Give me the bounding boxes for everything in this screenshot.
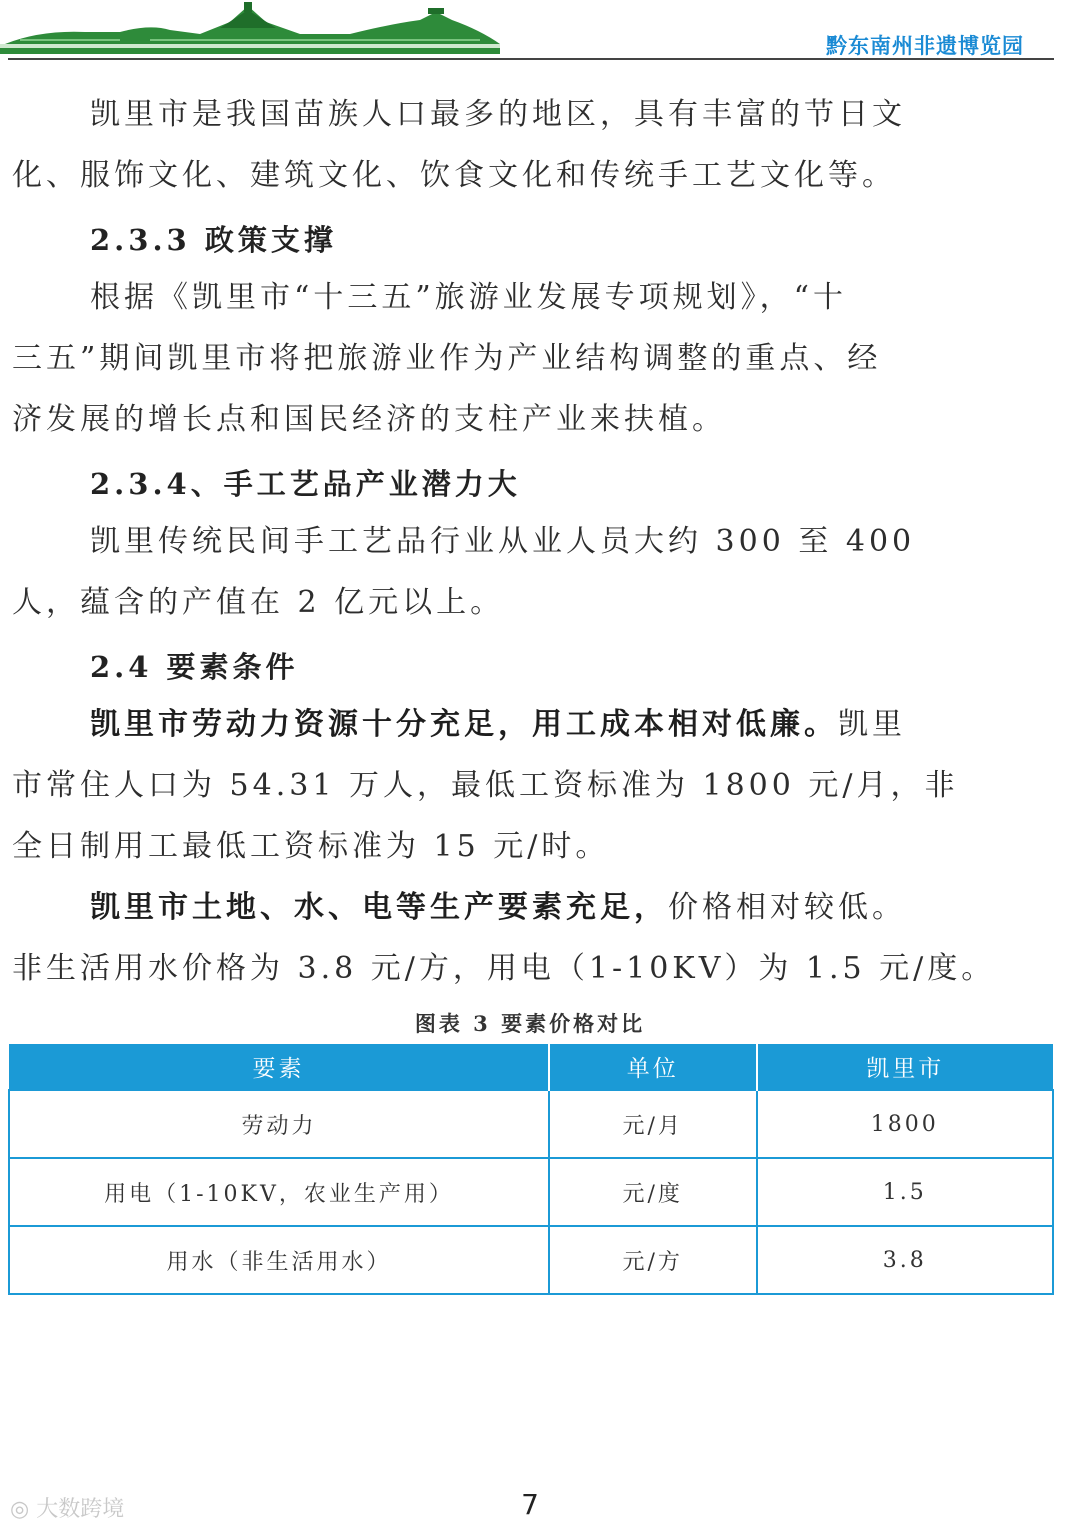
table-cell: 用水（非生活用水）: [9, 1226, 549, 1294]
paragraph-line: 凯里: [838, 707, 906, 742]
paragraph-line: 全日制用工最低工资标准为 15 元/时。: [12, 829, 610, 864]
pavilion-roof-illustration: [0, 0, 520, 60]
column-header: 要素: [9, 1044, 549, 1090]
paragraph-line: 凯里市是我国苗族人口最多的地区，具有丰富的节日文: [90, 97, 906, 132]
table-row: [9, 1158, 1053, 1226]
paragraph-line: 济发展的增长点和国民经济的支柱产业来扶植。: [12, 402, 726, 437]
table-row: [9, 1226, 1053, 1294]
paragraph-policy: [12, 267, 1057, 450]
table-header-row: [9, 1044, 1053, 1090]
paragraph-line: 人，蕴含的产值在 2 亿元以上。: [12, 585, 505, 620]
paragraph-line: 根据《凯里市“十三五”旅游业发展专项规划》，“十: [90, 280, 848, 315]
brand-title: 黔东南州非遗博览园: [826, 34, 1024, 58]
column-header: 单位: [549, 1044, 757, 1090]
table-cell: 用电（1-10KV，农业生产用）: [9, 1158, 549, 1226]
paragraph-line: 凯里传统民间手工艺品行业从业人员大约 300 至 400: [90, 524, 916, 559]
bold-lead-sentence: 凯里市土地、水、电等生产要素充足，: [90, 890, 668, 925]
table-cell: 劳动力: [9, 1090, 549, 1158]
section-heading-2-3-3: 2.3.3 政策支撑: [90, 223, 337, 257]
section-heading-2-3-4: 2.3.4、手工艺品产业潜力大: [90, 467, 521, 501]
table-cell: 3.8: [757, 1226, 1053, 1294]
table-row: [9, 1090, 1053, 1158]
paragraph-labor: [12, 694, 1057, 877]
watermark-text: 大数跨境: [36, 1497, 125, 1522]
table-cell: 1.5: [757, 1158, 1053, 1226]
factor-price-table: [8, 1044, 1054, 1295]
table-cell: 元/方: [549, 1226, 757, 1294]
table-cell: 元/月: [549, 1090, 757, 1158]
paragraph-line: 三五”期间凯里市将把旅游业作为产业结构调整的重点、经: [12, 341, 882, 376]
paragraph-handicraft: [12, 511, 1057, 633]
table-cell: 元/度: [549, 1158, 757, 1226]
table-cell: 1800: [757, 1090, 1053, 1158]
page-header: [0, 0, 1080, 62]
paragraph-line: 化、服饰文化、建筑文化、饮食文化和传统手工艺文化等。: [12, 158, 896, 193]
section-heading-2-4: 2.4 要素条件: [90, 650, 299, 684]
paragraph-line: 非生活用水价格为 3.8 元/方，用电（1-10KV）为 1.5 元/度。: [12, 951, 996, 986]
table-caption: 图表 3 要素价格对比: [414, 1011, 646, 1036]
paragraph-resources: [12, 877, 1057, 999]
paragraph-line: 市常住人口为 54.31 万人，最低工资标准为 1800 元/月，非: [12, 768, 959, 803]
header-divider: [8, 58, 1054, 60]
bold-lead-sentence: 凯里市劳动力资源十分充足，用工成本相对低廉。: [90, 707, 838, 742]
page-number: 7: [521, 1488, 539, 1521]
watermark-icon: ◎: [10, 1497, 37, 1522]
column-header: 凯里市: [757, 1044, 1053, 1090]
paragraph-intro: [12, 84, 1057, 206]
paragraph-line: 价格相对较低。: [668, 890, 906, 925]
